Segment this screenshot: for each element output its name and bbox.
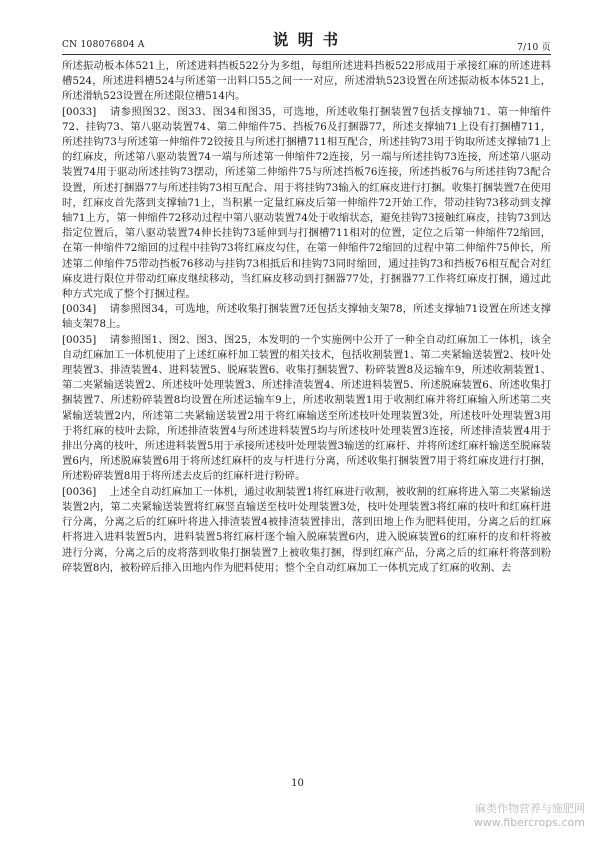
watermark-url: www.fibercrops.com (473, 816, 585, 829)
paragraph-text: 请参照图32、图33、图34和图35，可选地，所述收集打捆装置7包括支撑轴71、第一伸缩件72、挂钩73、第八驱动装置74、第二伸缩件75、挡板76及打捆器77，所述支撑轴71上设有打捆槽711，所述挂钩73与所述第一伸缩件72铰接且与所述打捆槽711相互配合，所述挂钩73用于钩取所述支撑轴71上的红麻皮，所述第八驱动装置74一端与所述第一伸缩件72连接，另一端与所述挂钩73连接，所述第八驱动装置74用于驱动所述挂钩73摆动，所述第二伸缩件75与所述挡板76连接，所述挡板76与所述挂钩73配合设置，所述打捆器77与所述挂钩73相互配合、用于将挂钩73输入的红麻皮进行打捆。收集打捆装置7在使用时，红麻皮首先落到支撑轴71上，当积累一定量红麻皮后第一伸缩件72开始工作，带动挂钩73移动到支撑轴71上方，第一伸缩件72移动过程中第八驱动装置74处于收缩状态，避免挂钩73接触红麻皮，挂钩73到达指定位置后，第八驱动装置74伸长挂钩73延伸到与打捆槽711相对的位置，定位之后第一伸缩件72缩回，在第一伸缩件72缩回的过程中挂钩73将红麻皮勾住，在第一伸缩件72缩回的过程中第二伸缩件75伸长，所述第二伸缩件75带动挡板76移动与挂钩73相抵后和挂钩73同时缩回，通过挂钩73和挡板76相互配合对红麻皮进行限位并带动红麻皮继续移动，当红麻皮移动到打捆器77处，打捆器77工作将红麻皮打捆，通过此种方式完成了整个打捆过程。 (62, 105, 552, 301)
paragraph-text: 请参照图34，可选地，所述收集打捆装置7还包括支撑轴支架78，所述支撑轴71设置在所述支撑轴支架78上。 (62, 303, 552, 331)
paragraph-number: [0036] (62, 485, 97, 498)
paragraph-0033 (62, 105, 551, 303)
paragraph-number: [0033] (62, 105, 97, 118)
paragraph-continuation (62, 59, 551, 105)
page-number: 10 (291, 778, 304, 789)
paragraph-number: [0035] (62, 333, 97, 346)
watermark-name: 麻类作物营养与施肥网 (475, 802, 585, 815)
document-body (62, 59, 551, 576)
paragraph-0036 (62, 485, 551, 576)
paragraph-number: [0034] (62, 303, 97, 316)
paragraph-text: 请参照图1、图2、图3、图25，本发明的一个实施例中公开了一种全自动红麻加工一体机，该全自动红麻加工一体机使用了上述红麻杆加工装置的相关技术，包括收割装置1、第二夹紧输送装置2、枝叶处理装置3、排渣装置4、进料装置5、脱麻装置6、收集打捆装置7、粉碎装置8及运输车9，所述收割装置1、第二夹紧输送装置2、所述枝叶处理装置3、所述排渣装置4、所述进料装置5、所述脱麻装置6、所述收集打捆装置7、所述粉碎装置8均设置在所述运输车9上，所述收割装置1用于收割红麻并将红麻输入所述第二夹紧输送装置2内，所述第二夹紧输送装置2用于将红麻输送至所述枝叶处理装置3处，所述枝叶处理装置3用于将红麻的枝叶去除，所述排渣装置4与所述进料装置5均与所述枝叶处理装置3连接，所述排渣装置4用于排出分离的枝叶，所述进料装置5用于承接所述枝叶处理装置3输送的红麻杆、并将所述红麻杆输送至脱麻装置6内，所述脱麻装置6用于将所述红麻杆的皮与杆进行分离，所述收集打捆装置7用于将红麻皮进行打捆，所述粉碎装置8用于将所述去皮后的红麻杆进行粉碎。 (62, 333, 551, 483)
paragraph-text: 所述振动板本体521上，所述进料挡板522分为多组，每组所述进料挡板522形成用于承接红麻的所述进料槽524，所述进料槽524与所述第一出料口55之间一一对应，所述滑轨523设置在所述振动板本体521上，所述滑轨523设置在所述限位槽514内。 (62, 60, 551, 103)
document-title: 说 明 书 (272, 30, 341, 49)
patent-number: CN 108076804 A (62, 40, 145, 50)
paragraph-0035 (62, 333, 551, 485)
page-indicator: 7/10 页 (517, 43, 551, 53)
header-divider (62, 54, 551, 55)
site-watermark (474, 802, 585, 830)
page-header (62, 26, 551, 52)
paragraph-0034 (62, 302, 551, 332)
paragraph-text: 上述全自动红麻加工一体机，通过收割装置1将红麻进行收割，被收割的红麻将进入第二夹紧输送装置2内，第二夹紧输送装置将红麻竖直输送至枝叶处理装置3处，枝叶处理装置3将红麻的枝叶和红麻杆进行分离，分离之后的红麻叶将进入排渣装置4被排渣装置排出，落到田地上作为肥料使用，分离之后的红麻杆将进入进料装置5内，进料装置5将红麻杆逐个输入脱麻装置6内，进入脱麻装置6的红麻杆的皮和杆将被进行分离，分离之后的皮将落到收集打捆装置7上被收集打捆，得到红麻产品，分离之后的红麻杆将落到粉碎装置8内，被粉碎后排入田地内作为肥料使用；整个全自动红麻加工一体机完成了红麻的收割、去 (62, 485, 551, 574)
